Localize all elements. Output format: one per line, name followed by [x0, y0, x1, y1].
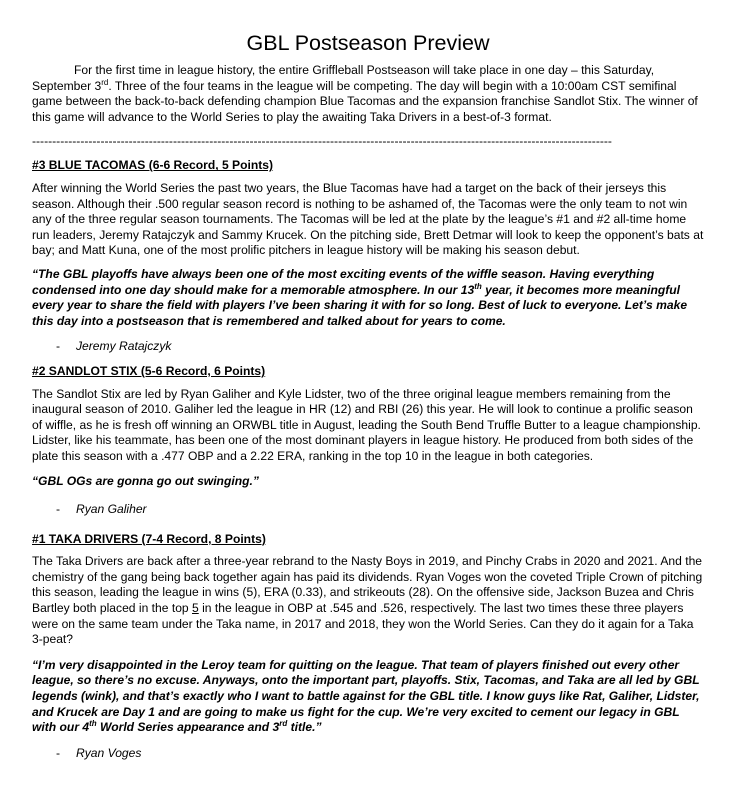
attribution-taka-drivers: [32, 746, 704, 762]
page-title: GBL Postseason Preview: [246, 31, 490, 55]
section-heading-taka-drivers: #1 TAKA DRIVERS (7-4 Record, 8 Points): [32, 531, 266, 546]
attribution-sandlot-stix: [32, 502, 704, 518]
section-heading-sandlot-stix: #2 SANDLOT STIX (5-6 Record, 6 Points): [32, 363, 266, 378]
quote-blue-tacomas: “The GBL playoffs have always been one of the most exciting events of the wiffle season. Having everything condensed into one day should make for a memorable atmosphere. In our 13th year, it becomes more meaningful every year to share the field with players I’ve been sharing it with for so long. Best of luck to everyone. Let’s make this day into a postseason that is remembered and talked about for years to come.: [32, 266, 688, 328]
attribution-dash: -: [56, 745, 61, 760]
attribution-name: Ryan Galiher: [76, 502, 147, 517]
attribution-dash: -: [56, 339, 61, 354]
dashed-divider: ------------------------------------------------------------------------------------------------------------------------------------------------: [32, 134, 612, 149]
quote-sandlot-stix: “GBL OGs are gonna go out swinging.”: [32, 474, 259, 489]
attribution-blue-tacomas: [32, 339, 704, 355]
section-body-taka-drivers: The Taka Drivers are back after a three-year rebrand to the Nasty Boys in 2019, and Pinchy Crabs in 2020 and 2021. And the chemistry of the gang being back together again has paid its dividends. Ryan Voges won the coveted Triple Crown of pitching this season, leading the league in wins (5), ERA (0.33), and strikeouts (28). On the offensive side, Jackson Buzea and Chris Bartley both placed in the top 5 in the league in OBP at .545 and .526, respectively. The last two times these three players were on the same team under the Taka name, in 2017 and 2018, they won the World Series. Can they do it again for a Taka 3-peat?: [32, 554, 703, 647]
section-body-sandlot-stix: The Sandlot Stix are led by Ryan Galiher and Kyle Lidster, two of the three original league members remaining from the inaugural season of 2010. Galiher led the league in HR (12) and RBI (26) this year. He will look to continue a prolific season of wiffle, as he is fresh off winning an ORWBL title in August, leading the South Bend Truffle Butter to a league championship. Lidster, like his teammate, has been one of the most dominant players in league history. He produced from both sides of the plate this season with a .477 OBP and a 2.22 ERA, ranking in the top 10 in the league in both categories.: [32, 386, 701, 463]
section-heading-blue-tacomas: #3 BLUE TACOMAS (6-6 Record, 5 Points): [32, 158, 274, 173]
attribution-dash: -: [56, 502, 61, 517]
section-body-blue-tacomas: After winning the World Series the past two years, the Blue Tacomas have had a target on the back of their jerseys this season. Although their .500 regular season record is nothing to be ashamed of, the Tacomas were the only team to not win any of the three regular season tournaments. The Tacomas will be led at the plate by the league’s #1 and #2 all-time home run leaders, Jeremy Ratajczyk and Sammy Krucek. On the pitching side, Brett Detmar will look to keep the opponent’s bats at bay; and Matt Kuna, one of the most prolific pitchers in league history will be making his season debut.: [32, 180, 704, 258]
quote-taka-drivers: “I’m very disappointed in the Leroy team for quitting on the league. That team of players finished out every other league, so there’s no excuse. Anyways, onto the important part, playoffs. Stix, Tacomas, and Taka are all led by GBL legends (wink), and that’s exactly who I want to battle against for the GBL title. I know guys like Rat, Galiher, Lidster, and Krucek are Day 1 and are going to make us fight for the cup. We’re very excited to cement our legacy in GBL with our 4th World Series appearance and 3rd title.”: [32, 657, 700, 735]
attribution-name: Ryan Voges: [76, 745, 142, 760]
attribution-name: Jeremy Ratajczyk: [76, 339, 172, 354]
intro-paragraph: For the first time in league history, the entire Griffleball Postseason will take place in one day – this Saturday, September 3rd. Three of the four teams in the league will be competing. The day will begin with a 10:00am CST semifinal game between the back-to-back defending champion Blue Tacomas and the expansion franchise Sandlot Stix. The winner of this game will advance to the World Series to play the awaiting Taka Drivers in a best-of-3 format.: [32, 63, 698, 124]
